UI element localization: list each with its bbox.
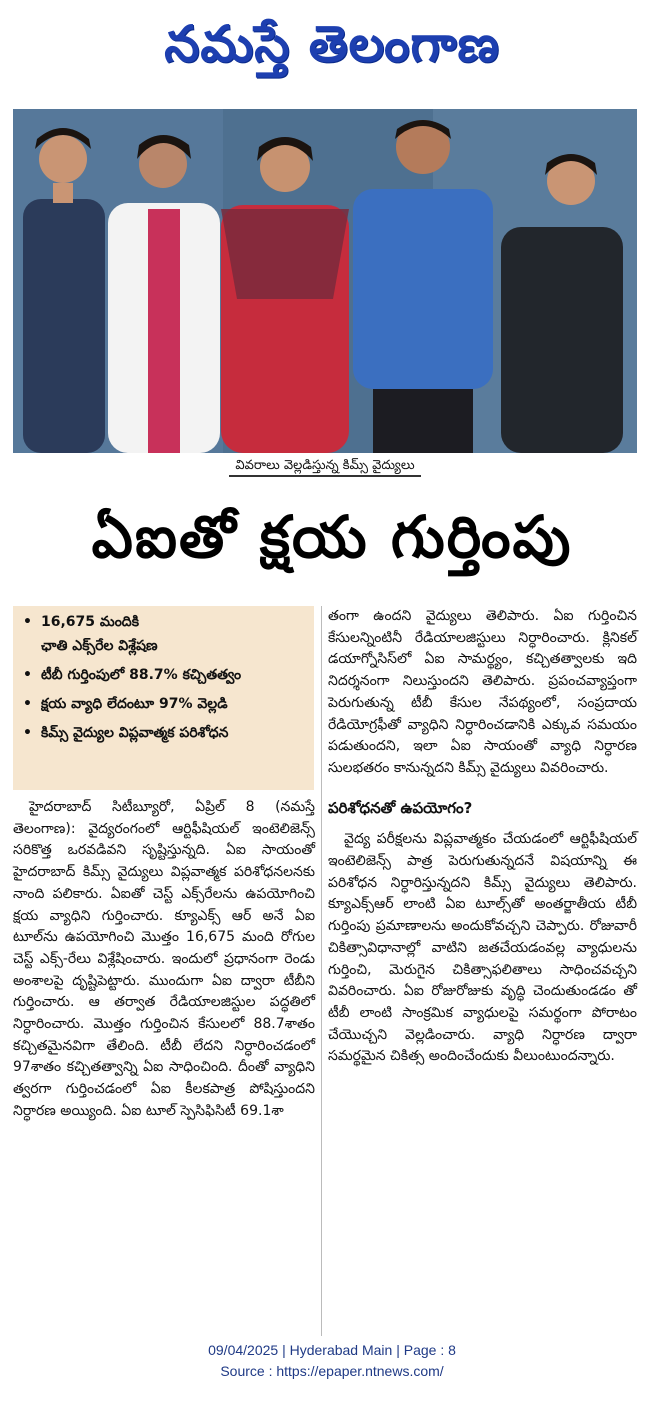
source-link[interactable]: Source : https://epaper.ntnews.com/: [220, 1363, 444, 1379]
bullet-icon: •: [23, 667, 32, 683]
article-paragraph: తంగా ఉందని వైద్యులు తెలిపారు. ఏఐ గుర్తించిన కేసులన్నింటినీ రేడియాలజిస్టులు నిర్ధారించారు. క్లినికల్ డయాగ్నోసిస్‌లో ఏఐ సామర్థ్యం, కచ్చితత్వాలకు ఇది నిదర్శనంగా నిలుస్తుందని తెలిపారు. ప్రపంచవ్యాప్తంగా పెరుగుతున్న టీబీ కేసుల నేపథ్యంలో, సంప్రదాయ రేడియోగ్రఫీతో వ్యాధిని నిర్ధారించడానికి ఎక్కువ సమయం పడుతుందని, ఇలా ఏఐ సాయంతో వ్యాధి నిర్ధారణ సులభతరం కానున్నదని కిమ్స్ వైద్యులు వివరించారు.: [328, 608, 637, 776]
article-subheading: పరిశోధనతో ఉపయోగం?: [328, 798, 473, 817]
newspaper-logo: నమస్తే తెలంగాణ: [164, 14, 500, 73]
highlight-text: టీబీ గుర్తింపులో 88.7% కచ్చితత్వం: [41, 667, 242, 683]
headline: ఏఐతో క్షయ గుర్తింపు: [91, 502, 573, 571]
news-photo: [13, 109, 637, 453]
article-column-right: [328, 606, 637, 1068]
highlight-item: [23, 667, 306, 683]
article-paragraph: వైద్య పరీక్షలను విప్లవాత్మకం చేయడంలో ఆర్టిఫీషియల్ ఇంటెలిజెన్స్ పాత్ర పెరుగుతున్నదనే విషయాన్ని ఈ పరిశోధన నిర్ధారిస్తున్నదని కిమ్స్ వైద్యులు తెలిపారు. క్యూఎక్స్‌ఆర్ లాంటి ఏఐ టూల్స్‌తో అంతర్జాతీయ టీబీ గుర్తింపు ప్రమాణాలను అందుకోవచ్చని చెప్పారు. రోజువారీ చికిత్సావిధానాల్లో వాటిని జతచేయడంవల్ల వ్యాధులను గుర్తించి, మెరుగైన చికిత్సాఫలితాలు సాధించవచ్చని వివరించారు. ఏఐ రోజురోజుకు వృద్ధి చెందుతుండడం తో టీబీ లాంటి సాంక్రమిక వ్యాధులపై సమర్థంగా పోరాటం చేయొచ్చని వెల్లడించారు. వ్యాధి నిర్ధారణ ద్వారా సమర్థమైన చికిత్స అందించేందుకు వీలుంటుందన్నారు.: [328, 831, 637, 1065]
highlight-item-continuation: [23, 638, 306, 654]
bullet-icon: •: [23, 696, 32, 712]
highlight-item: [23, 725, 306, 741]
bullet-icon: •: [23, 614, 32, 630]
highlight-text: ఛాతి ఎక్స్‌రేల విశ్లేషణ: [41, 638, 158, 654]
bullet-icon: •: [23, 725, 32, 741]
masthead: [0, 0, 664, 100]
highlight-text: 16,675 మందికి: [41, 614, 140, 630]
article-paragraph: హైదరాబాద్ సిటీబ్యూరో, ఏప్రిల్ 8 (నమస్తే తెలంగాణ): వైద్యరంగంలో ఆర్టిఫీషియల్ ఇంటెలిజెన్స్ సరికొత్త ఒరవడివని సృష్టిస్తున్నది. ఏఐ సాయంతో హైదరాబాద్ కిమ్స్ వైద్యులు విప్లవాత్మక పరిశోధనలనకు నాంది పలికారు. ఏఐతో చెస్ట్ ఎక్స్‌రేలను ఉపయోగించి క్షయ వ్యాధిని గుర్తించారు. క్యూఎక్స్ ఆర్ అనే ఏఐ టూల్‌ను ఉపయోగించి మొత్తం 16,675 మంది రోగుల చెస్ట్ ఎక్స్-రేలు విశ్లేషించారు. ఇందులో ప్రధానంగా రెండు అంశాలపై దృష్టిపెట్టారు. ముందుగా ఏఐ ద్వారా టీబీని గుర్తించారు. ఆ తర్వాత రేడియాలజిస్టుల పద్ధతిలో నిర్ధారించారు. మొత్తం గుర్తించిన కేసులలో 88.7శాతం కచ్చితమైనవిగా తేలింది. టీబీ లేదని నిర్ధారించడంలో 97శాతం కచ్చితత్వాన్ని ఏఐ సాధించింది. దీంతో వ్యాధిని త్వరగా గుర్తించడంలో ఏఐ కీలకపాత్ర పోషిస్తుందని నిర్ధారణ అయ్యింది. ఏఐ టూల్ స్పెసిఫిసిటీ 69.1శా: [13, 799, 315, 1119]
column-divider: [321, 606, 322, 1336]
article-column-left: [13, 797, 315, 1123]
highlights-box: [13, 606, 314, 790]
highlight-item: [23, 614, 306, 630]
highlight-text: కిమ్స్ వైద్యుల విప్లవాత్మక పరిశోధన: [41, 725, 229, 741]
page-footer: [0, 1340, 664, 1382]
photo-caption-text: వివరాలు వెల్లడిస్తున్న కిమ్స్ వైద్యులు: [229, 458, 420, 477]
highlight-text: క్షయ వ్యాధి లేదంటూ 97% వెల్లడి: [41, 696, 228, 712]
edition-info: 09/04/2025 | Hyderabad Main | Page : 8: [208, 1342, 456, 1358]
highlight-item: [23, 696, 306, 712]
photo-caption: [13, 458, 637, 476]
doctors-group-illustration: [13, 109, 637, 453]
